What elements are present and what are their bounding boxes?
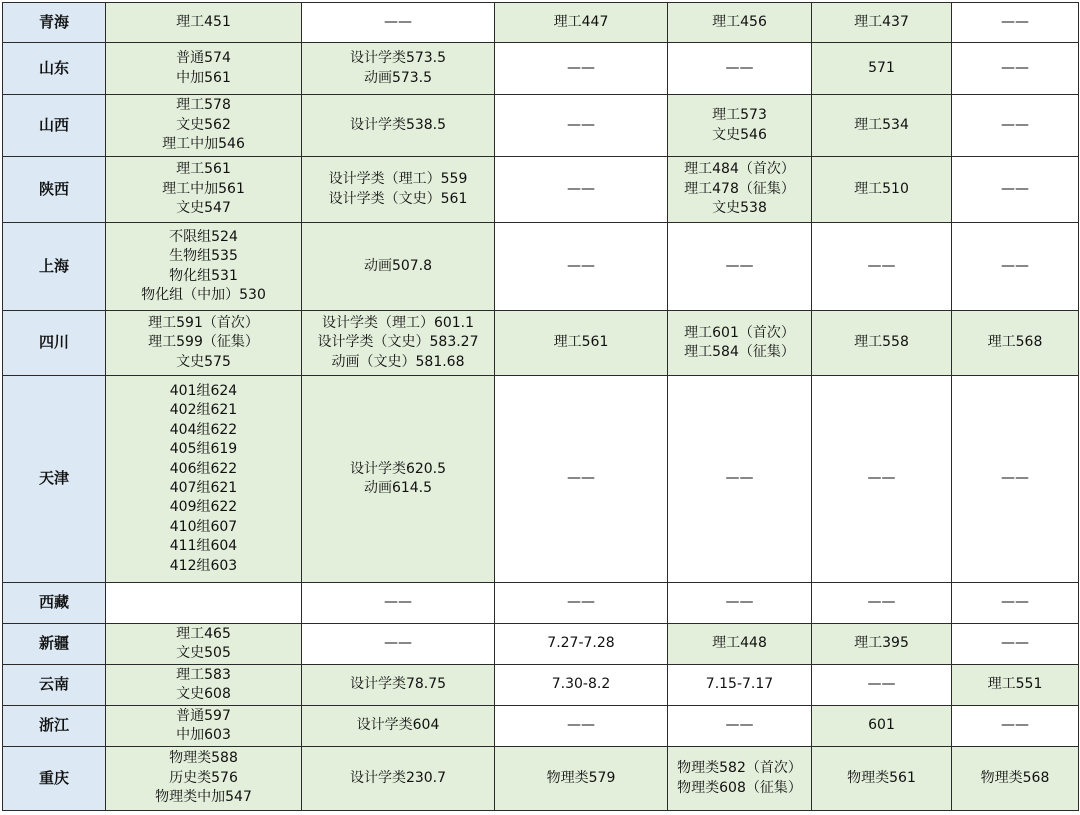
- cell-line: 407组621: [169, 480, 238, 496]
- score-cell: [952, 376, 1079, 583]
- cell-line: 411组604: [169, 538, 238, 555]
- province-cell: 山东: [3, 43, 106, 95]
- cell-line: 理工578: [176, 97, 231, 114]
- score-cell: [495, 665, 668, 706]
- cell-line: 设计学类573.5: [349, 50, 447, 67]
- cell-line: 物化组531: [169, 267, 238, 284]
- cell-line: 设计学类538.5: [349, 116, 447, 133]
- score-cell: [812, 665, 952, 706]
- cell-line: ——: [567, 116, 595, 133]
- score-cell: [952, 3, 1079, 43]
- score-cell: [668, 376, 812, 583]
- cell-line: 401组624: [169, 382, 238, 399]
- cell-line: 405组619: [169, 441, 238, 458]
- score-cell: [812, 624, 952, 665]
- cell-line: 理工478（征集）: [684, 180, 795, 197]
- province-cell: 上海: [3, 223, 106, 311]
- province-cell: 四川: [3, 311, 106, 376]
- cell-line: 理工395: [854, 635, 909, 652]
- score-cell: [302, 665, 495, 706]
- cell-line: 理工558: [854, 334, 909, 351]
- score-cell: [812, 311, 952, 376]
- cell-line: ——: [567, 717, 595, 734]
- cell-line: 理工534: [854, 116, 909, 133]
- cell-line: 理工447: [553, 13, 609, 30]
- score-cell: [668, 583, 812, 624]
- cell-line: ——: [1001, 13, 1029, 30]
- cell-line: ——: [1001, 594, 1029, 611]
- cell-line: 普通574: [176, 50, 231, 67]
- score-cell: [668, 223, 812, 311]
- cell-line: ——: [567, 180, 595, 197]
- score-cell: [106, 747, 302, 811]
- score-cell: [812, 157, 952, 223]
- score-cell: [106, 665, 302, 706]
- table-row: [3, 624, 1079, 665]
- score-cell: [668, 43, 812, 95]
- cell-line: 生物组535: [169, 248, 238, 265]
- cell-line: 动画614.5: [363, 480, 433, 496]
- cell-line: ——: [1001, 635, 1029, 652]
- cell-line: 文史546: [712, 126, 767, 143]
- cell-line: ——: [867, 257, 896, 274]
- cell-line: 409组622: [169, 499, 238, 516]
- cell-line: 文史505: [176, 645, 231, 661]
- cell-line: ——: [867, 470, 896, 487]
- cell-line: 设计学类（文史）561: [328, 190, 468, 207]
- table-row: [3, 747, 1079, 811]
- cell-line: 历史类576: [169, 769, 238, 786]
- table-row: [3, 311, 1079, 376]
- province-cell: 青海: [3, 3, 106, 43]
- cell-line: 文史575: [176, 353, 231, 370]
- score-cell: [106, 157, 302, 223]
- cell-line: ——: [384, 594, 412, 611]
- score-cell: [302, 95, 495, 157]
- score-cell: [106, 311, 302, 376]
- cell-line: 中加561: [176, 69, 231, 86]
- cell-line: ——: [384, 13, 412, 30]
- cell-line: 理工484（首次）: [684, 161, 795, 178]
- cell-line: 601: [868, 717, 895, 734]
- score-cell: [302, 747, 495, 811]
- score-cell: [668, 706, 812, 747]
- score-cell: [302, 43, 495, 95]
- cell-line: 设计学类604: [356, 717, 440, 734]
- province-cell: 山西: [3, 95, 106, 157]
- score-cell: [812, 95, 952, 157]
- score-cell: [812, 376, 952, 583]
- score-cell: [495, 223, 668, 311]
- cell-line: ——: [725, 59, 754, 76]
- score-cell: [495, 376, 668, 583]
- cell-line: ——: [867, 594, 896, 611]
- table-row: [3, 706, 1079, 747]
- cell-line: 理工601（首次）: [684, 324, 795, 341]
- table-row: [3, 223, 1079, 311]
- cell-line: 7.15-7.17: [705, 676, 774, 693]
- cell-line: 文史562: [176, 116, 231, 133]
- cell-line: 406组622: [169, 460, 238, 477]
- score-cell: [495, 583, 668, 624]
- score-cell: [302, 311, 495, 376]
- admission-score-table: [2, 2, 1079, 811]
- score-cell: [952, 311, 1079, 376]
- table-row: [3, 376, 1079, 583]
- score-cell: [952, 665, 1079, 706]
- score-cell: [812, 583, 952, 624]
- cell-line: 理工591（首次）: [148, 314, 259, 331]
- cell-line: 理工437: [854, 13, 909, 30]
- cell-line: 理工561: [553, 334, 609, 351]
- province-cell: 浙江: [3, 706, 106, 747]
- cell-line: 物理类中加547: [155, 789, 252, 806]
- score-cell: [495, 3, 668, 43]
- cell-line: 402组621: [169, 402, 238, 419]
- score-cell: [952, 157, 1079, 223]
- cell-line: 理工456: [712, 13, 767, 30]
- score-cell: [812, 223, 952, 311]
- score-cell: [302, 583, 495, 624]
- score-cell: [812, 747, 952, 811]
- score-cell: [302, 223, 495, 311]
- cell-line: 设计学类230.7: [349, 769, 447, 786]
- table-row: [3, 3, 1079, 43]
- score-cell: [952, 43, 1079, 95]
- cell-line: 理工中加546: [162, 136, 245, 153]
- score-cell: [106, 3, 302, 43]
- cell-line: 设计学类（理工）559: [328, 171, 468, 188]
- score-cell: [106, 583, 302, 624]
- cell-line: 理工561: [176, 161, 231, 178]
- cell-line: 理工451: [176, 13, 231, 30]
- table-row: [3, 43, 1079, 95]
- cell-line: 物理类588: [169, 750, 238, 767]
- cell-line: 物理类561: [847, 769, 916, 786]
- cell-line: 物理类579: [546, 769, 616, 786]
- cell-line: ——: [567, 470, 595, 487]
- cell-line: 物理类568: [980, 769, 1050, 786]
- cell-line: 动画（文史）581.68: [331, 353, 465, 370]
- province-cell: 云南: [3, 665, 106, 706]
- cell-line: ——: [1001, 180, 1029, 197]
- score-cell: [495, 311, 668, 376]
- table-body: [3, 3, 1079, 811]
- cell-line: 理工中加561: [162, 180, 245, 197]
- score-cell: [495, 157, 668, 223]
- cell-line: 404组622: [169, 421, 238, 438]
- cell-line: 文史538: [712, 200, 767, 217]
- score-cell: [952, 624, 1079, 665]
- cell-line: 7.27-7.28: [547, 635, 615, 652]
- cell-line: 物化组（中加）530: [141, 286, 266, 303]
- score-cell: [495, 43, 668, 95]
- table-row: [3, 157, 1079, 223]
- score-cell: [495, 624, 668, 665]
- cell-line: 设计学类（理工）601.1: [321, 314, 475, 331]
- score-cell: [302, 376, 495, 583]
- score-cell: [668, 311, 812, 376]
- score-cell: [952, 583, 1079, 624]
- cell-line: ——: [567, 257, 595, 274]
- score-cell: [495, 747, 668, 811]
- cell-line: ——: [567, 594, 595, 611]
- cell-line: 571: [868, 59, 895, 76]
- cell-line: ——: [1001, 257, 1029, 274]
- cell-line: 理工465: [176, 625, 231, 642]
- cell-line: 理工573: [712, 107, 767, 124]
- cell-line: 理工599（征集）: [148, 334, 259, 351]
- cell-line: ——: [725, 717, 754, 734]
- cell-line: 410组607: [169, 518, 238, 535]
- cell-line: ——: [725, 257, 754, 274]
- cell-line: 文史547: [176, 200, 231, 217]
- score-cell: [106, 706, 302, 747]
- cell-line: ——: [567, 59, 595, 76]
- cell-line: 设计学类78.75: [349, 676, 447, 693]
- cell-line: ——: [725, 470, 754, 487]
- cell-line: 设计学类620.5: [349, 460, 447, 477]
- cell-line: 理工448: [712, 635, 767, 652]
- score-cell: [812, 706, 952, 747]
- cell-line: 物理类608（征集）: [677, 779, 802, 796]
- cell-line: 中加603: [176, 727, 231, 743]
- cell-line: 普通597: [176, 707, 231, 724]
- score-cell: [302, 3, 495, 43]
- cell-line: ——: [1001, 470, 1029, 487]
- cell-line: 理工583: [176, 666, 231, 683]
- cell-line: ——: [1001, 59, 1029, 76]
- cell-line: 设计学类（文史）583.27: [317, 334, 479, 351]
- cell-line: ——: [725, 594, 754, 611]
- score-cell: [952, 223, 1079, 311]
- score-cell: [812, 43, 952, 95]
- cell-line: 7.30-8.2: [551, 676, 611, 693]
- score-cell: [106, 376, 302, 583]
- province-cell: 新疆: [3, 624, 106, 665]
- province-cell: 天津: [3, 376, 106, 583]
- score-cell: [302, 706, 495, 747]
- cell-line: 物理类582（首次）: [677, 760, 802, 777]
- cell-line: ——: [867, 676, 896, 693]
- cell-line: ——: [384, 635, 412, 652]
- score-cell: [302, 624, 495, 665]
- table-row: [3, 95, 1079, 157]
- province-cell: 西藏: [3, 583, 106, 624]
- score-cell: [668, 157, 812, 223]
- cell-line: 理工551: [987, 676, 1043, 693]
- score-cell: [668, 747, 812, 811]
- score-cell: [106, 95, 302, 157]
- score-cell: [495, 95, 668, 157]
- cell-line: 动画573.5: [363, 69, 433, 86]
- cell-line: ——: [1001, 116, 1029, 133]
- score-cell: [106, 43, 302, 95]
- score-cell: [668, 95, 812, 157]
- cell-line: 理工584（征集）: [684, 344, 795, 360]
- score-cell: [812, 3, 952, 43]
- cell-line: ——: [1001, 717, 1029, 734]
- cell-line: 理工568: [987, 334, 1043, 351]
- cell-line: 理工510: [854, 180, 909, 197]
- score-cell: [302, 157, 495, 223]
- cell-line: 动画507.8: [363, 257, 433, 274]
- score-cell: [668, 624, 812, 665]
- cell-line: 文史608: [176, 686, 231, 702]
- score-cell: [668, 665, 812, 706]
- score-cell: [952, 747, 1079, 811]
- province-cell: 陕西: [3, 157, 106, 223]
- cell-line: 不限组524: [169, 228, 238, 245]
- score-cell: [495, 706, 668, 747]
- province-cell: 重庆: [3, 747, 106, 811]
- cell-line: 412组603: [169, 557, 238, 574]
- score-cell: [106, 624, 302, 665]
- score-cell: [952, 706, 1079, 747]
- table-row: [3, 665, 1079, 706]
- score-cell: [668, 3, 812, 43]
- score-cell: [106, 223, 302, 311]
- score-cell: [952, 95, 1079, 157]
- table-row: [3, 583, 1079, 624]
